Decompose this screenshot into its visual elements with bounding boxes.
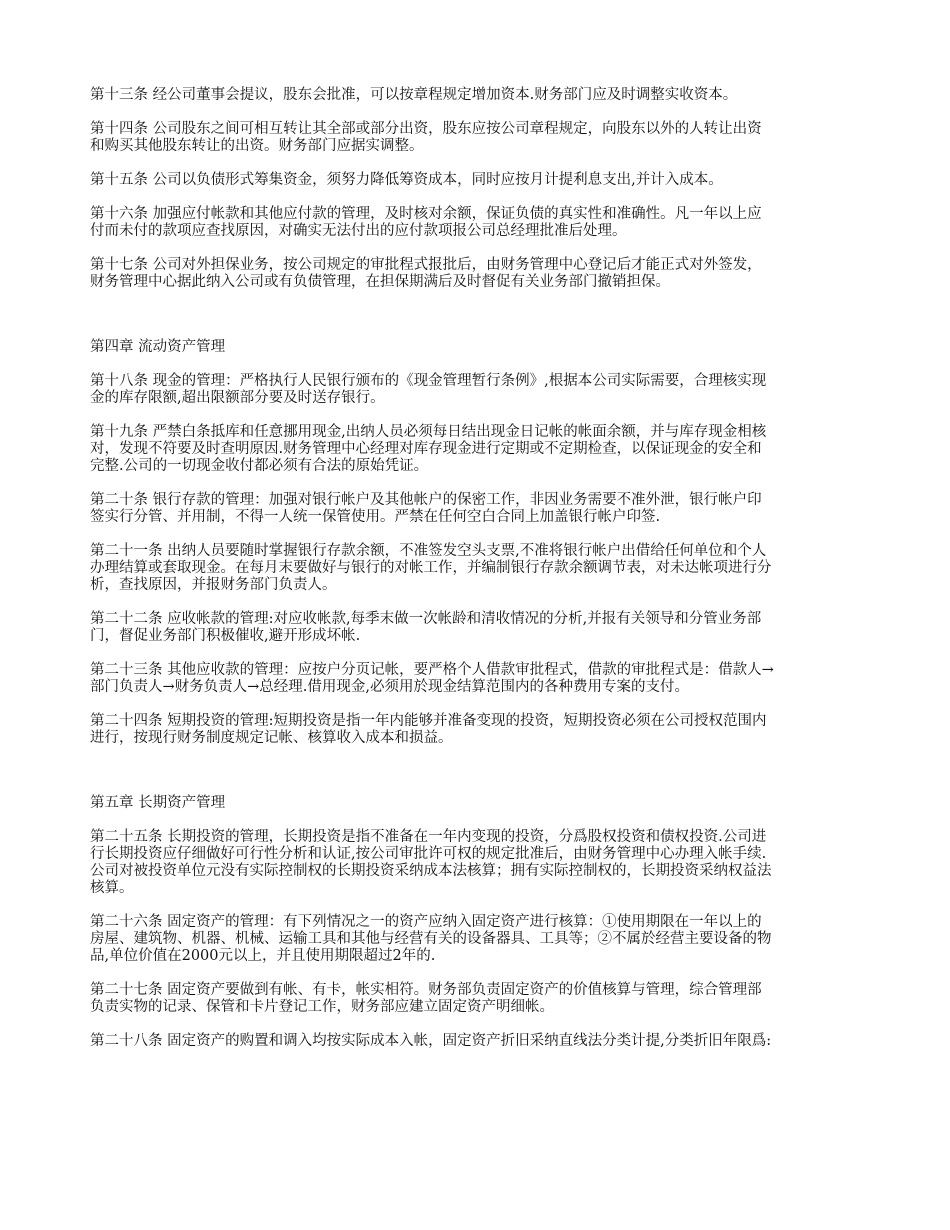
chapter-heading bbox=[90, 795, 880, 812]
text-line: 和购买其他股东转让的出资。财务部门应据实调整。 bbox=[90, 138, 424, 154]
text-line: 第四章 流动资产管理 bbox=[90, 339, 226, 355]
text-line: 第二十三条 其他应收款的管理：应按户分页记帐，要严格个人借款审批程式，借款的审批程式是：借款人→ bbox=[90, 662, 774, 678]
text-line: 对，发现不符要及时查明原因.财务管理中心经理对库存现金进行定期或不定期检查，以保证现金的安全和 bbox=[90, 441, 762, 457]
text-line: 第二十二条 应收帐款的管理:对应收帐款,每季末做一次帐龄和清收情况的分析,并报有关领导和分管业务部 bbox=[90, 611, 762, 627]
text-line: 第十九条 严禁白条抵库和任意挪用现金,出纳人员必须每日结出现金日记帐的帐面余额，并与库存现金相核 bbox=[90, 424, 767, 440]
text-line: 第十四条 公司股东之间可相互转让其全部或部分出资，股东应按公司章程规定，向股东以外的人转让出资 bbox=[90, 121, 762, 137]
text-line: 进行，按现行财务制度规定记帐、核算收入成本和损益。 bbox=[90, 730, 453, 746]
article-paragraph bbox=[90, 914, 880, 965]
text-line: 完整.公司的一切现金收付都必须有合法的原始凭证。 bbox=[90, 458, 429, 474]
text-line: 部门负责人→财务负责人→总经理.借用现金,必须用於现金结算范围内的各种费用专案的支付。 bbox=[90, 679, 690, 695]
text-line: 第十六条 加强应付帐款和其他应付款的管理，及时核对余额，保证负债的真实性和准确性。凡一年以上应 bbox=[90, 206, 762, 222]
text-line: 核算。 bbox=[90, 880, 134, 896]
text-line: 房屋、建筑物、机器、机械、运输工具和其他与经营有关的设备器具、工具等；②不属於经营主要设备的物 bbox=[90, 931, 772, 947]
text-line: 签实行分管、并用制，不得一人统一保管使用。严禁在任何空白合同上加盖银行帐户印签. bbox=[90, 509, 661, 525]
article-paragraph bbox=[90, 424, 880, 475]
text-line: 门，督促业务部门积极催收,避开形成坏帐. bbox=[90, 628, 361, 644]
text-line: 第二十七条 固定资产要做到有帐、有卡，帐实相符。财务部负责固定资产的价值核算与管理，综合管理部 bbox=[90, 982, 762, 998]
text-line: 第二十四条 短期投资的管理:短期投资是指一年内能够并准备变现的投资，短期投资必须在公司授权范围内 bbox=[90, 713, 767, 729]
text-line: 第五章 长期资产管理 bbox=[90, 795, 226, 811]
text-line: 行长期投资应仔细做好可行性分析和认证,按公司审批许可权的规定批准后，由财务管理中心办理入帐手续. bbox=[90, 846, 767, 862]
document-page bbox=[90, 87, 880, 1067]
article-paragraph bbox=[90, 982, 880, 1016]
article-paragraph bbox=[90, 206, 880, 240]
text-line: 第十三条 经公司董事会提议，股东会批准，可以按章程规定增加资本.财务部门应及时调整实收资本。 bbox=[90, 87, 738, 103]
article-paragraph bbox=[90, 172, 880, 189]
article-paragraph bbox=[90, 87, 880, 104]
text-line: 第二十六条 固定资产的管理：有下列情况之一的资产应纳入固定资产进行核算：①使用期限在一年以上的 bbox=[90, 914, 762, 930]
article-paragraph bbox=[90, 662, 880, 696]
text-line: 第二十五条 长期投资的管理，长期投资是指不准备在一年内变现的投资，分爲股权投资和债权投资.公司进 bbox=[90, 829, 767, 845]
text-line: 财务管理中心据此纳入公司或有负债管理，在担保期满后及时督促有关业务部门撤销担保。 bbox=[90, 274, 670, 290]
article-paragraph bbox=[90, 373, 880, 407]
article-paragraph bbox=[90, 492, 880, 526]
text-line: 金的库存限额,超出限额部分要及时送存银行。 bbox=[90, 390, 385, 406]
article-paragraph bbox=[90, 713, 880, 747]
text-line: 付而未付的款项应查找原因，对确实无法付出的应付款项报公司总经理批准后处理。 bbox=[90, 223, 627, 239]
text-line: 第十八条 现金的管理：严格执行人民银行颁布的《现金管理暂行条例》,根据本公司实际需要，合理核实现 bbox=[90, 373, 767, 389]
article-paragraph bbox=[90, 1033, 880, 1050]
text-line: 负责实物的记录、保管和卡片登记工作，财务部应建立固定资产明细帐。 bbox=[90, 999, 554, 1015]
article-paragraph bbox=[90, 121, 880, 155]
article-paragraph bbox=[90, 543, 880, 594]
text-line: 办理结算或套取现金。在每月末要做好与银行的对帐工作，并编制银行存款余额调节表，对未达帐项进行分 bbox=[90, 560, 772, 576]
text-line: 第十七条 公司对外担保业务，按公司规定的审批程式报批后，由财务管理中心登记后才能正式对外签发， bbox=[90, 257, 762, 273]
text-line: 析，查找原因，并报财务部门负责人。 bbox=[90, 577, 337, 593]
article-paragraph bbox=[90, 257, 880, 291]
text-line: 公司对被投资单位元没有实际控制权的长期投资采纳成本法核算；拥有实际控制权的，长期投资采纳权益法 bbox=[90, 863, 772, 879]
chapter-heading bbox=[90, 339, 880, 356]
article-paragraph bbox=[90, 611, 880, 645]
article-paragraph bbox=[90, 829, 880, 897]
text-line: 品,单位价值在2000元以上，并且使用期限超过2年的. bbox=[90, 948, 436, 964]
text-line: 第二十八条 固定资产的购置和调入均按实际成本入帐，固定资产折旧采纳直线法分类计提,分类折旧年限爲: bbox=[90, 1033, 772, 1049]
text-line: 第十五条 公司以负债形式筹集资金，须努力降低筹资成本，同时应按月计提利息支出,并计入成本。 bbox=[90, 172, 723, 188]
text-line: 第二十一条 出纳人员要随时掌握银行存款余额，不准签发空头支票,不准将银行帐户出借给任何单位和个人 bbox=[90, 543, 767, 559]
text-line: 第二十条 银行存款的管理：加强对银行帐户及其他帐户的保密工作，非因业务需要不准外泄，银行帐户印 bbox=[90, 492, 762, 508]
